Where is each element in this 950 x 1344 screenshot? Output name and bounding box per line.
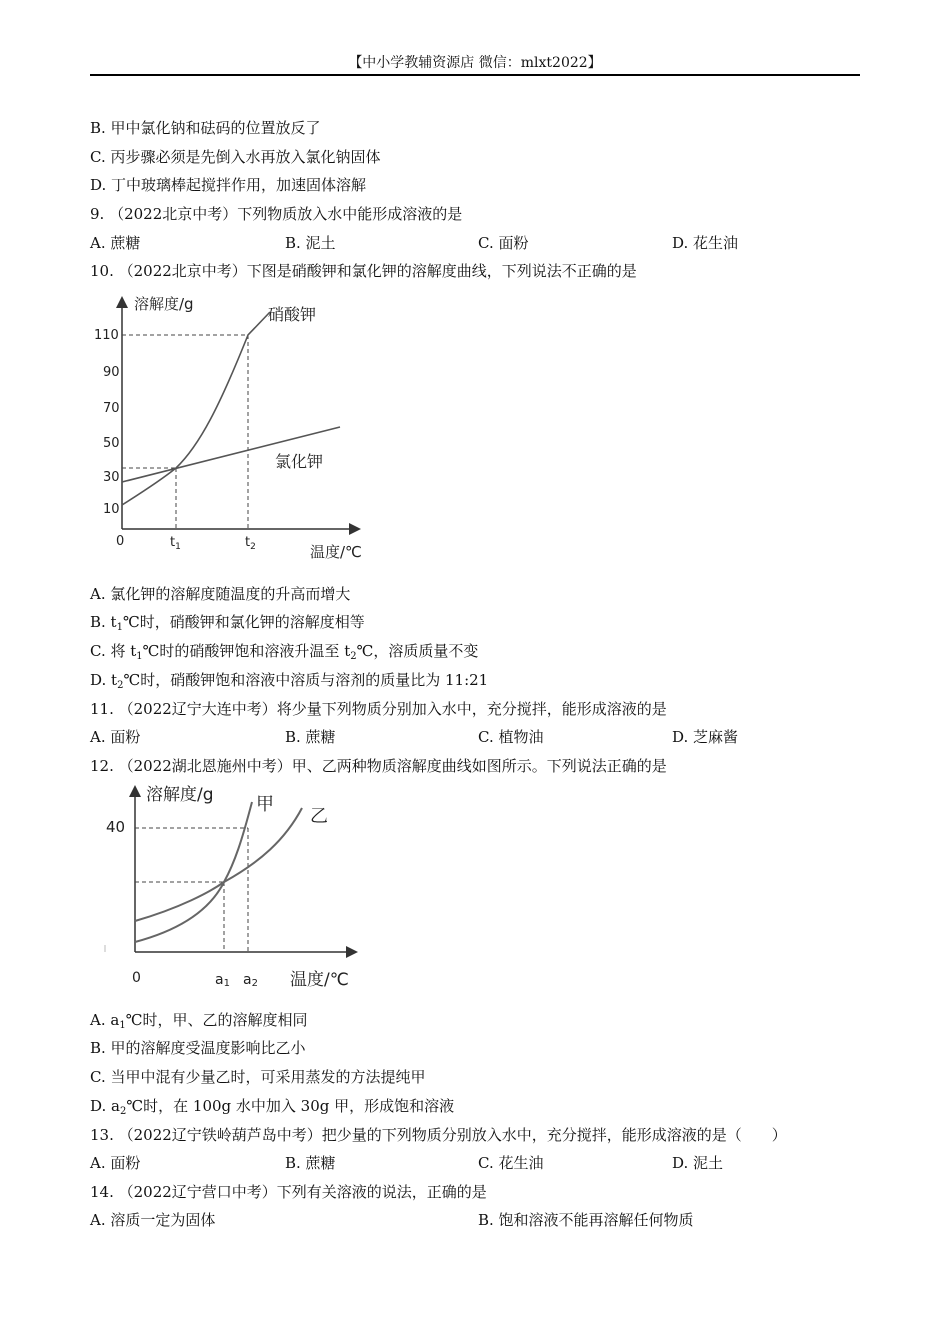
q10-ytick: 30 bbox=[103, 470, 120, 485]
q10-ytick: 90 bbox=[103, 365, 120, 380]
q9-option-a: A. 蔗糖 bbox=[90, 234, 141, 252]
q10-xtick-sub: 1 bbox=[175, 542, 181, 552]
q11-option-d: D. 芝麻酱 bbox=[672, 728, 739, 746]
q10-label-kno3: 硝酸钾 bbox=[268, 305, 317, 324]
q12-ytick-40: 40 bbox=[106, 818, 126, 836]
header-divider bbox=[90, 74, 860, 76]
q12-xtick-a1: a bbox=[215, 972, 224, 988]
q13-option-d: D. 泥土 bbox=[672, 1154, 724, 1172]
q12-option-d: D. $a_2℃$时，在 100g 水中加入 30g 甲，形成饱和溶液 bbox=[90, 1097, 455, 1117]
q10-ytick: 110 bbox=[94, 328, 119, 343]
q12-xtick-sub: 2 bbox=[251, 978, 258, 989]
q10-option-b: B. $t_1℃$时，硝酸钾和氯化钾的溶解度相等 bbox=[90, 613, 365, 633]
q14-option-b: B. 饱和溶液不能再溶解任何物质 bbox=[478, 1211, 694, 1229]
q14-stem: 14. （2022辽宁营口中考）下列有关溶液的说法，正确的是 bbox=[90, 1183, 487, 1201]
q10-label-kcl: 氯化钾 bbox=[275, 452, 324, 471]
q14-option-a: A. 溶质一定为固体 bbox=[90, 1211, 216, 1229]
q9-option-b: B. 泥土 bbox=[285, 234, 336, 252]
q8-option-c: C. 丙步骤必须是先倒入水再放入氯化钠固体 bbox=[90, 148, 381, 166]
svg-text:t1 bbox=[170, 535, 181, 552]
q10-ytick: 70 bbox=[103, 401, 120, 416]
svg-text:a2 bbox=[243, 972, 258, 989]
q10-option-d: D. $t_2℃$时，硝酸钾饱和溶液中溶质与溶剂的质量比为 11:21 bbox=[90, 671, 489, 691]
q12-label-jia: 甲 bbox=[256, 794, 274, 815]
q12-xtick-a2: a bbox=[243, 972, 252, 988]
q12-xtick-sub: 1 bbox=[223, 978, 230, 989]
q10-stem: 10. （2022北京中考）下图是硝酸钾和氯化钾的溶解度曲线，下列说法不正确的是 bbox=[90, 262, 637, 280]
q12-option-b: B. 甲的溶解度受温度影响比乙小 bbox=[90, 1039, 306, 1057]
q11-option-a: A. 面粉 bbox=[90, 728, 141, 746]
q12-x-label: 温度/℃ bbox=[290, 970, 349, 990]
q10-xtick-t2: t bbox=[245, 535, 251, 550]
q10-ytick: 10 bbox=[103, 502, 120, 517]
q10-xtick-t1: t bbox=[170, 535, 176, 550]
q12-y-label: 溶解度/g bbox=[146, 785, 214, 805]
q13-option-c: C. 花生油 bbox=[478, 1154, 544, 1172]
q9-option-d: D. 花生油 bbox=[672, 234, 739, 252]
q12-option-a: A. $a_1℃$时，甲、乙的溶解度相同 bbox=[90, 1011, 308, 1031]
q13-stem: 13. （2022辽宁铁岭葫芦岛中考）把少量的下列物质分别放入水中，充分搅拌，能形成溶液的是（ ） bbox=[90, 1126, 787, 1144]
q9-stem: 9. （2022北京中考）下列物质放入水中能形成溶液的是 bbox=[90, 205, 463, 223]
q12-label-yi: 乙 bbox=[310, 806, 328, 827]
q8-option-b: B. 甲中氯化钠和砝码的位置放反了 bbox=[90, 119, 321, 137]
q8-option-d: D. 丁中玻璃棒起搅拌作用，加速固体溶解 bbox=[90, 176, 367, 194]
q10-option-c: C. 将 $t_1℃$时的硝酸钾饱和溶液升温至 $t_2℃$，溶质质量不变 bbox=[90, 642, 479, 662]
q10-x-label: 温度/℃ bbox=[310, 543, 362, 561]
q10-solubility-graph bbox=[90, 285, 390, 575]
q12-solubility-graph bbox=[100, 780, 370, 995]
q10-ytick: 50 bbox=[103, 436, 120, 451]
q11-option-b: B. 蔗糖 bbox=[285, 728, 336, 746]
q9-option-c: C. 面粉 bbox=[478, 234, 529, 252]
q11-stem: 11. （2022辽宁大连中考）将少量下列物质分别加入水中，充分搅拌，能形成溶液的是 bbox=[90, 700, 667, 718]
q10-y-label: 溶解度/g bbox=[134, 295, 194, 313]
svg-text:a1 bbox=[215, 972, 230, 989]
q10-origin-label: 0 bbox=[116, 534, 125, 549]
svg-text:t2 bbox=[245, 535, 256, 552]
page-header: 【中小学教辅资源店 微信：mlxt2022】 bbox=[348, 55, 602, 71]
q12-yi-curve bbox=[135, 808, 302, 921]
q12-option-c: C. 当甲中混有少量乙时，可采用蒸发的方法提纯甲 bbox=[90, 1068, 426, 1086]
q10-option-a: A. 氯化钾的溶解度随温度的升高而增大 bbox=[90, 585, 351, 603]
q12-jia-curve bbox=[135, 802, 252, 942]
q13-option-b: B. 蔗糖 bbox=[285, 1154, 336, 1172]
q13-option-a: A. 面粉 bbox=[90, 1154, 141, 1172]
q11-option-c: C. 植物油 bbox=[478, 728, 544, 746]
q10-xtick-sub: 2 bbox=[250, 542, 256, 552]
q12-stem: 12. （2022湖北恩施州中考）甲、乙两种物质溶解度曲线如图所示。下列说法正确的是 bbox=[90, 757, 667, 775]
q12-origin-label: 0 bbox=[132, 970, 141, 986]
